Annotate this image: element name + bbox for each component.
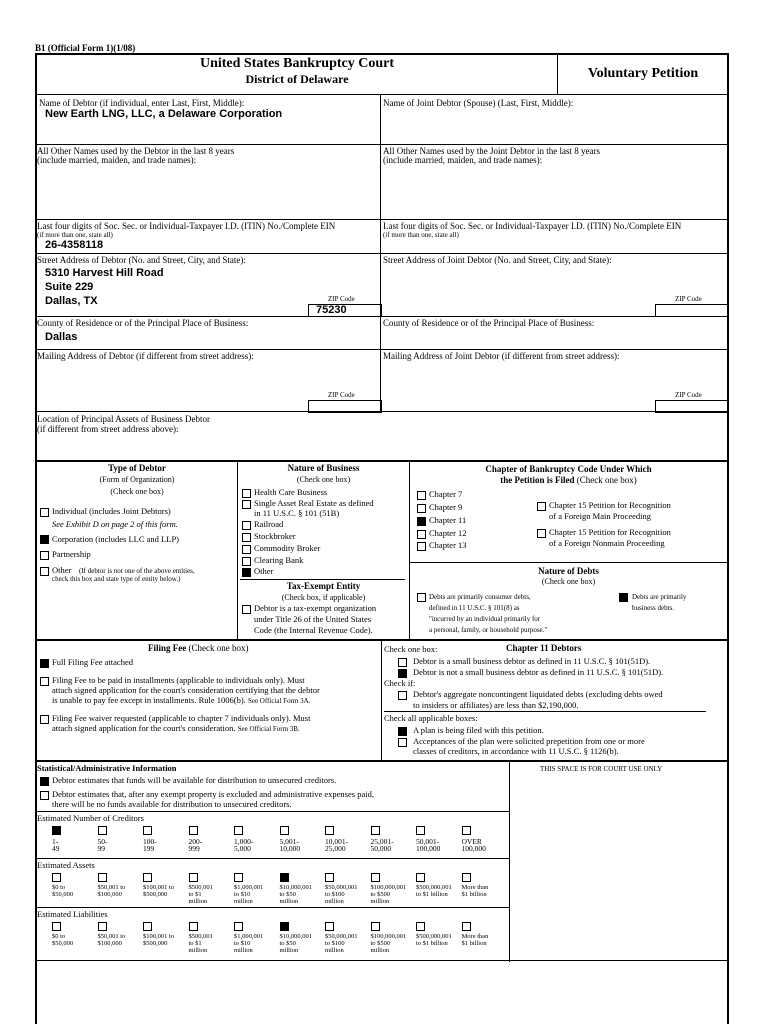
type-of-debtor-sub2: (Check one box) bbox=[110, 487, 164, 496]
fee-waiver-label-2-row bbox=[52, 723, 300, 734]
joint-other-names-label-2: (include married, maiden, and trade names): bbox=[383, 155, 543, 165]
liabilities-option-label: $1 billion bbox=[461, 940, 487, 947]
assets-option-label: million bbox=[370, 898, 390, 905]
other-entity-note-2: check this box and state type of entity below.) bbox=[52, 575, 181, 583]
creditors-option-checkbox[interactable] bbox=[189, 826, 198, 835]
chapter-12-checkbox[interactable] bbox=[417, 530, 426, 539]
chapter-15-main-label-1: Chapter 15 Petition for Recognition bbox=[549, 500, 671, 510]
creditors-option-label: 50,000 bbox=[370, 844, 392, 853]
chapter-title-2b: (Check one box) bbox=[576, 475, 637, 485]
assets-option-checkbox[interactable] bbox=[371, 873, 380, 882]
liabilities-option-label: million bbox=[325, 947, 344, 954]
business-debts-label-2: business debts. bbox=[632, 604, 674, 612]
chapter-7-label: Chapter 7 bbox=[429, 489, 463, 499]
chapter-11-debtors-title: Chapter 11 Debtors bbox=[506, 643, 582, 653]
assets-option-label: $1,000,001 bbox=[234, 884, 264, 891]
partnership-checkbox[interactable] bbox=[40, 551, 49, 560]
creditors-option-label: 25,000 bbox=[325, 844, 346, 853]
liabilities-option-label: $50,000,001 bbox=[325, 933, 358, 940]
liabilities-option-label: million bbox=[234, 947, 253, 954]
stockbroker-label: Stockbroker bbox=[254, 531, 296, 541]
creditors-option-label: 1- bbox=[52, 837, 59, 846]
assets-option-checkbox[interactable] bbox=[462, 873, 471, 882]
liabilities-option-label: $100,001 to bbox=[143, 933, 175, 940]
chapter-15-main-label-2: of a Foreign Main Proceeding bbox=[549, 511, 651, 521]
liabilities-option-label: $500,001 bbox=[188, 933, 213, 940]
assets-option-label: million bbox=[234, 898, 253, 905]
tax-exempt-label-1: Debtor is a tax-exempt organization bbox=[254, 603, 377, 613]
creditors-option-label: 50,001- bbox=[416, 837, 440, 846]
assets-option-checkbox[interactable] bbox=[143, 873, 152, 882]
creditors-option-checkbox[interactable] bbox=[325, 826, 334, 835]
debtor-zip-label: ZIP Code bbox=[328, 295, 355, 303]
creditors-option-label: 10,000 bbox=[279, 844, 301, 853]
assets-option-label: $50,000,001 bbox=[325, 884, 358, 891]
chapter-9-checkbox[interactable] bbox=[417, 504, 426, 513]
assets-option-checkbox[interactable] bbox=[98, 873, 107, 882]
liabilities-option-checkbox[interactable] bbox=[325, 922, 334, 931]
assets-option-label: million bbox=[325, 898, 344, 905]
filing-fee-sub: (Check one box) bbox=[188, 643, 249, 653]
clearing-bank-label: Clearing Bank bbox=[254, 555, 304, 565]
acceptances-label-2: classes of creditors, in accordance with 11 U.S.C. § 1126(b). bbox=[413, 746, 619, 756]
joint-street-label: Street Address of Joint Debtor (No. and Street, City, and State): bbox=[383, 255, 612, 265]
debtor-mailing-zip-label: ZIP Code bbox=[328, 391, 355, 399]
installments-label-2: attach signed application for the court's consideration certifying that the debtor bbox=[52, 685, 320, 695]
chapter-15-nonmain-label-2: of a Foreign Nonmain Proceeding bbox=[549, 538, 665, 548]
creditors-label: Estimated Number of Creditors bbox=[37, 813, 144, 823]
fee-waiver-label-2: attach signed application for the court's consideration. bbox=[52, 723, 236, 733]
check-all-label: Check all applicable boxes: bbox=[384, 713, 478, 723]
assets-option-label: $0 to bbox=[52, 884, 66, 891]
liabilities-option-label: to $10 bbox=[234, 940, 251, 947]
not-small-business-label: Debtor is not a small business debtor as defined in 11 U.S.C. § 101(51D). bbox=[413, 667, 664, 677]
consumer-debts-label-1: Debts are primarily consumer debts, bbox=[429, 593, 531, 601]
assets-option-label: $10,000,001 bbox=[279, 884, 312, 891]
debtor-name[interactable]: New Earth LNG, LLC, a Delaware Corporation bbox=[45, 108, 283, 120]
nature-of-debts-sub: (Check one box) bbox=[541, 577, 596, 586]
assets-option-label: $100,000 bbox=[97, 891, 122, 898]
small-business-label: Debtor is a small business debtor as defined in 11 U.S.C. § 101(51D). bbox=[413, 656, 651, 666]
joint-mailing-label: Mailing Address of Joint Debtor (if different from street address): bbox=[383, 351, 620, 361]
creditors-option-label: 99 bbox=[97, 844, 105, 853]
liabilities-option-checkbox[interactable] bbox=[280, 922, 289, 931]
assets-option-label: million bbox=[279, 898, 299, 905]
stats-title: Statistical/Administrative Information bbox=[37, 763, 177, 773]
creditors-option-label: 1,000- bbox=[234, 837, 254, 846]
fee-waiver-checkbox[interactable] bbox=[40, 715, 49, 724]
assets-option-label: $1 billion bbox=[461, 891, 487, 898]
debtor-other-names-label-2: (include married, maiden, and trade names): bbox=[37, 155, 197, 165]
creditors-option-label: OVER bbox=[461, 837, 482, 846]
voluntary-petition-title: Voluntary Petition bbox=[587, 66, 699, 81]
installments-label-3: is unable to pay fee except in installments. Rule 1006(b). bbox=[52, 695, 246, 705]
liabilities-option-checkbox[interactable] bbox=[462, 922, 471, 931]
liabilities-option-checkbox[interactable] bbox=[189, 922, 198, 931]
liabilities-option-label: to $1 bbox=[188, 940, 202, 947]
tax-exempt-label-3: Code (the Internal Revenue Code). bbox=[254, 625, 373, 635]
chapter-12-label: Chapter 12 bbox=[429, 528, 467, 538]
railroad-checkbox[interactable] bbox=[242, 521, 251, 530]
chapter-7-checkbox[interactable] bbox=[417, 491, 426, 500]
chapter-9-label: Chapter 9 bbox=[429, 502, 463, 512]
liabilities-option-label: $100,000,001 bbox=[370, 933, 407, 940]
chapter-11-label: Chapter 11 bbox=[429, 515, 467, 525]
installments-checkbox[interactable] bbox=[40, 677, 49, 686]
debtor-street-label: Street Address of Debtor (No. and Street, City, and State): bbox=[37, 255, 246, 265]
creditors-option-label: 100,000 bbox=[461, 844, 486, 853]
assets-option-label: to $500 bbox=[370, 891, 391, 898]
aggregate-debts-checkbox[interactable] bbox=[398, 691, 407, 700]
liabilities-option-checkbox[interactable] bbox=[98, 922, 107, 931]
individual-checkbox[interactable] bbox=[40, 508, 49, 517]
debtor-mailing-label: Mailing Address of Debtor (if different from street address): bbox=[37, 351, 254, 361]
assets-option-label: to $1 bbox=[188, 891, 202, 898]
health-care-label: Health Care Business bbox=[254, 487, 328, 497]
funds-available-label: Debtor estimates that funds will be available for distribution to unsecured creditors. bbox=[52, 775, 337, 785]
liabilities-option-checkbox[interactable] bbox=[52, 922, 61, 931]
debtor-ein-sub: (if more than one, state all) bbox=[37, 231, 113, 239]
chapter-15-nonmain-checkbox[interactable] bbox=[537, 529, 546, 538]
aggregate-debts-label-2: to insiders or affiliates) are less than $2,190,000. bbox=[413, 700, 579, 710]
assets-option-checkbox[interactable] bbox=[52, 873, 61, 882]
joint-ein-sub: (if more than one, state all) bbox=[383, 231, 459, 239]
partnership-label: Partnership bbox=[52, 549, 91, 559]
single-asset-label-2: in 11 U.S.C. § 101 (51B) bbox=[254, 508, 340, 518]
liabilities-option-label: $1,000,001 bbox=[234, 933, 264, 940]
assets-option-label: $50,001 to bbox=[97, 884, 126, 891]
creditors-option-label: 5,000 bbox=[234, 844, 251, 853]
business-debts-checkbox[interactable] bbox=[619, 593, 628, 602]
not-small-business-checkbox[interactable] bbox=[398, 669, 407, 678]
creditors-option-checkbox[interactable] bbox=[462, 826, 471, 835]
joint-mailing-zip-label: ZIP Code bbox=[675, 391, 702, 399]
assets-option-label: More than bbox=[461, 884, 489, 891]
corporation-label: Corporation (includes LLC and LLP) bbox=[52, 534, 180, 544]
assets-option-checkbox[interactable] bbox=[325, 873, 334, 882]
liabilities-option-label: $50,000 bbox=[52, 940, 74, 947]
nature-of-debts-title: Nature of Debts bbox=[538, 566, 599, 576]
debtor-street-2[interactable]: Suite 229 bbox=[45, 281, 94, 293]
chapter-title-2: the Petition is Filed bbox=[500, 475, 575, 485]
plan-filed-checkbox[interactable] bbox=[398, 727, 407, 736]
creditors-option-label: 100- bbox=[143, 837, 157, 846]
small-business-checkbox[interactable] bbox=[398, 658, 407, 667]
creditors-option-checkbox[interactable] bbox=[234, 826, 243, 835]
liabilities-option-checkbox[interactable] bbox=[143, 922, 152, 931]
other-entity-note-1: (If debtor is not one of the above entities, bbox=[79, 567, 195, 575]
creditors-option-label: 10,001- bbox=[325, 837, 349, 846]
tax-exempt-label-2: under Title 26 of the United States bbox=[254, 614, 372, 624]
consumer-debts-label-3: "incurred by an individual primarily for bbox=[429, 615, 541, 623]
exhibit-d-note: See Exhibit D on page 2 of this form. bbox=[52, 519, 178, 529]
assets-option-label: $500,001 bbox=[188, 884, 213, 891]
consumer-debts-label-2: defined in 11 U.S.C. § 101(8) as bbox=[429, 604, 520, 612]
liabilities-option-label: to $100 bbox=[325, 940, 345, 947]
other-business-checkbox[interactable] bbox=[242, 568, 251, 577]
debtor-county[interactable]: Dallas bbox=[45, 331, 78, 343]
joint-ein-label: Last four digits of Soc. Sec. or Individual-Taxpayer I.D. (ITIN) No./Complete EIN bbox=[383, 221, 682, 231]
chapter-15-main-checkbox[interactable] bbox=[537, 502, 546, 511]
nature-of-business-sub: (Check one box) bbox=[296, 475, 351, 484]
no-funds-label-1: Debtor estimates that, after any exempt property is excluded and administrative expenses paid, bbox=[52, 789, 374, 799]
court-name: United States Bankruptcy Court bbox=[199, 56, 395, 71]
liabilities-option-label: $500,000 bbox=[143, 940, 168, 947]
liabilities-option-checkbox[interactable] bbox=[234, 922, 243, 931]
assets-option-label: $500,000,001 bbox=[416, 884, 452, 891]
aggregate-debts-label-1: Debtor's aggregate noncontingent liquidated debts (excluding debts owed bbox=[413, 689, 663, 699]
assets-option-label: million bbox=[188, 898, 208, 905]
debtor-name-label: Name of Debtor (if individual, enter Last, First, Middle): bbox=[39, 98, 245, 108]
railroad-label: Railroad bbox=[254, 519, 284, 529]
liabilities-label: Estimated Liabilities bbox=[37, 909, 108, 919]
health-care-checkbox[interactable] bbox=[242, 489, 251, 498]
debtor-street-3[interactable]: Dallas, TX bbox=[45, 295, 98, 307]
assets-option-label: to $50 bbox=[279, 891, 296, 898]
assets-option-label: $50,000 bbox=[52, 891, 74, 898]
court-use-only: THIS SPACE IS FOR COURT USE ONLY bbox=[540, 765, 663, 773]
filing-fee-title: Filing Fee bbox=[148, 643, 187, 653]
chapter-15-nonmain-label-1: Chapter 15 Petition for Recognition bbox=[549, 527, 671, 537]
debtor-ein[interactable]: 26-4358118 bbox=[45, 239, 104, 251]
assets-option-label: $100,001 to bbox=[143, 884, 175, 891]
installments-form-ref: See Official Form 3A. bbox=[247, 697, 311, 705]
creditors-option-checkbox[interactable] bbox=[280, 826, 289, 835]
creditors-option-checkbox[interactable] bbox=[143, 826, 152, 835]
liabilities-option-label: to $500 bbox=[370, 940, 391, 947]
liabilities-option-label: to $1 billion bbox=[416, 940, 448, 947]
location-label-2: (if different from street address above): bbox=[37, 424, 179, 434]
installments-label-1: Filing Fee to be paid in installments (applicable to individuals only). Must bbox=[52, 675, 305, 685]
assets-option-checkbox[interactable] bbox=[189, 873, 198, 882]
joint-zip-label: ZIP Code bbox=[675, 295, 702, 303]
liabilities-option-label: to $50 bbox=[279, 940, 296, 947]
other-entity-label: Other bbox=[52, 565, 72, 575]
creditors-option-label: 25,001- bbox=[370, 837, 394, 846]
assets-option-label: to $10 bbox=[234, 891, 251, 898]
debtor-street-1[interactable]: 5310 Harvest Hill Road bbox=[45, 267, 164, 279]
liabilities-option-checkbox[interactable] bbox=[371, 922, 380, 931]
tax-exempt-sub: (Check box, if applicable) bbox=[281, 593, 366, 602]
tax-exempt-checkbox[interactable] bbox=[242, 605, 251, 614]
creditors-option-checkbox[interactable] bbox=[98, 826, 107, 835]
funds-available-checkbox[interactable] bbox=[40, 777, 49, 786]
installments-label-3-row bbox=[52, 695, 310, 706]
check-one-box-label: Check one box: bbox=[384, 644, 438, 654]
creditors-option-label: 200- bbox=[188, 837, 203, 846]
chapter-title-2-row bbox=[410, 475, 727, 485]
liabilities-option-label: More than bbox=[461, 933, 489, 940]
commodity-broker-checkbox[interactable] bbox=[242, 545, 251, 554]
liabilities-option-label: $0 to bbox=[52, 933, 66, 940]
assets-label: Estimated Assets bbox=[37, 860, 95, 870]
type-of-debtor-title: Type of Debtor bbox=[108, 463, 166, 473]
location-label: Location of Principal Assets of Business Debtor bbox=[37, 414, 210, 424]
fee-waiver-label-1: Filing Fee waiver requested (applicable to chapter 7 individuals only). Must bbox=[52, 713, 311, 723]
creditors-option-label: 199 bbox=[143, 844, 155, 853]
debtor-ein-label: Last four digits of Soc. Sec. or Individual-Taxpayer I.D. (ITIN) No./Complete EIN bbox=[37, 221, 336, 231]
assets-option-checkbox[interactable] bbox=[234, 873, 243, 882]
no-funds-checkbox[interactable] bbox=[40, 791, 49, 800]
liabilities-option-label: $10,000,001 bbox=[279, 933, 312, 940]
debtor-zip: 75230 bbox=[316, 304, 347, 316]
individual-label: Individual (includes Joint Debtors) bbox=[52, 506, 171, 516]
type-of-debtor-sub1: (Form of Organization) bbox=[99, 475, 175, 484]
commodity-broker-label: Commodity Broker bbox=[254, 543, 321, 553]
creditors-option-checkbox[interactable] bbox=[52, 826, 61, 835]
nature-of-business-title: Nature of Business bbox=[287, 463, 360, 473]
no-funds-label-2: there will be no funds available for distribution to unsecured creditors. bbox=[52, 799, 292, 809]
single-asset-label-1: Single Asset Real Estate as defined bbox=[254, 498, 374, 508]
assets-option-label: to $100 bbox=[325, 891, 345, 898]
joint-name-label: Name of Joint Debtor (Spouse) (Last, First, Middle): bbox=[383, 98, 574, 108]
liabilities-option-label: million bbox=[188, 947, 208, 954]
debtor-other-names-label: All Other Names used by the Debtor in the last 8 years bbox=[37, 146, 235, 156]
business-debts-label-1: Debts are primarily bbox=[632, 593, 687, 601]
joint-other-names-label: All Other Names used by the Joint Debtor in the last 8 years bbox=[383, 146, 600, 156]
chapter-13-checkbox[interactable] bbox=[417, 542, 426, 551]
joint-county-label: County of Residence or of the Principal Place of Business: bbox=[383, 318, 595, 328]
chapter-title-1: Chapter of Bankruptcy Code Under Which bbox=[485, 464, 652, 474]
debtor-county-label: County of Residence or of the Principal Place of Business: bbox=[37, 318, 249, 328]
single-asset-checkbox[interactable] bbox=[242, 500, 251, 509]
creditors-option-label: 100,000 bbox=[416, 844, 441, 853]
creditors-option-label: 49 bbox=[52, 844, 60, 853]
fee-waiver-form-ref: See Official Form 3B. bbox=[237, 725, 300, 733]
liabilities-option-label: $100,000 bbox=[97, 940, 122, 947]
clearing-bank-checkbox[interactable] bbox=[242, 557, 251, 566]
assets-option-checkbox[interactable] bbox=[416, 873, 425, 882]
tax-exempt-title: Tax-Exempt Entity bbox=[286, 581, 361, 591]
other-entity-checkbox[interactable] bbox=[40, 567, 49, 576]
creditors-option-checkbox[interactable] bbox=[416, 826, 425, 835]
consumer-debts-checkbox[interactable] bbox=[417, 593, 426, 602]
chapter-11-checkbox[interactable] bbox=[417, 517, 426, 526]
acceptances-checkbox[interactable] bbox=[398, 738, 407, 747]
liabilities-option-checkbox[interactable] bbox=[416, 922, 425, 931]
form-id: B1 (Official Form 1)(1/08) bbox=[35, 43, 136, 53]
filing-fee-title-row bbox=[148, 643, 248, 653]
creditors-option-label: 50- bbox=[97, 837, 108, 846]
assets-option-label: $100,000,001 bbox=[370, 884, 407, 891]
corporation-checkbox[interactable] bbox=[40, 535, 49, 544]
full-filing-fee-label: Full Filing Fee attached bbox=[52, 657, 133, 667]
other-business-label: Other bbox=[254, 566, 274, 576]
stockbroker-checkbox[interactable] bbox=[242, 533, 251, 542]
liabilities-option-label: million bbox=[279, 947, 299, 954]
liabilities-option-label: $500,000,001 bbox=[416, 933, 452, 940]
district-name: District of Delaware bbox=[245, 72, 349, 86]
chapter-13-label: Chapter 13 bbox=[429, 540, 467, 550]
liabilities-option-label: $50,001 to bbox=[97, 933, 126, 940]
full-filing-fee-checkbox[interactable] bbox=[40, 659, 49, 668]
acceptances-label-1: Acceptances of the plan were solicited prepetition from one or more bbox=[413, 736, 645, 746]
assets-option-checkbox[interactable] bbox=[280, 873, 289, 882]
consumer-debts-label-4: a personal, family, or household purpose." bbox=[429, 626, 548, 634]
liabilities-option-label: million bbox=[370, 947, 390, 954]
assets-option-label: to $1 billion bbox=[416, 891, 448, 898]
creditors-option-label: 5,001- bbox=[279, 837, 299, 846]
plan-filed-label: A plan is being filed with this petition. bbox=[413, 725, 544, 735]
assets-option-label: $500,000 bbox=[143, 891, 168, 898]
creditors-option-label: 999 bbox=[188, 844, 200, 853]
creditors-option-checkbox[interactable] bbox=[371, 826, 380, 835]
check-if-label: Check if: bbox=[384, 678, 416, 688]
